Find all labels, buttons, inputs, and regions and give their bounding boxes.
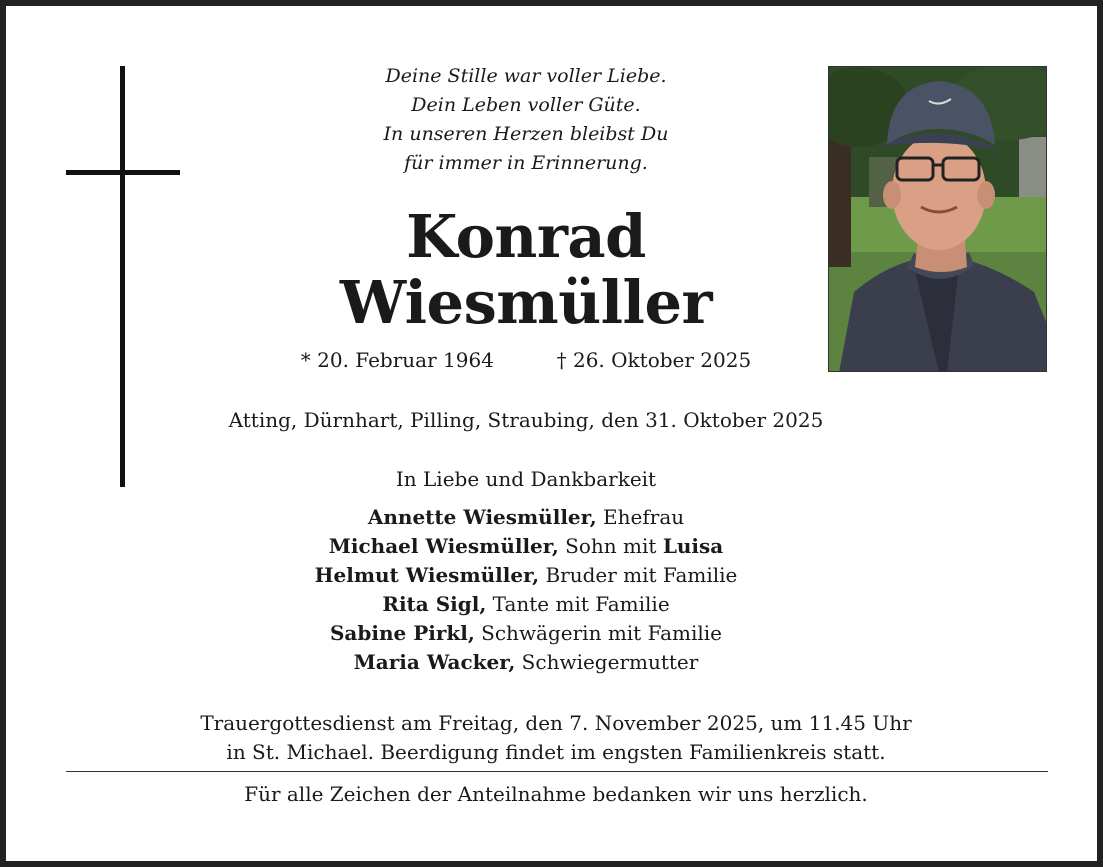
mourner-row	[176, 590, 876, 619]
mourner-relation: Tante mit Familie	[486, 592, 670, 616]
mourner-name: Michael Wiesmüller,	[328, 534, 559, 558]
mourner-relation: Schwiegermutter	[515, 650, 699, 674]
mourner-relation: Ehefrau	[596, 505, 685, 529]
thanks-note: Für alle Zeichen der Anteilnahme bedanken wir uns herzlich.	[244, 782, 868, 806]
poem-line: für immer in Erinnerung.	[404, 152, 648, 174]
service-line: Trauergottesdienst am Freitag, den 7. November 2025, um 11.45 Uhr	[200, 711, 912, 735]
poem-line: Deine Stille war voller Liebe.	[385, 65, 667, 87]
poem-line: In unseren Herzen bleibst Du	[383, 123, 669, 145]
poem-line: Dein Leben voller Güte.	[411, 94, 641, 116]
mourner-partner-name: Luisa	[662, 534, 724, 558]
mourner-name: Sabine Pirkl,	[329, 621, 475, 645]
mourner-name: Rita Sigl,	[382, 592, 487, 616]
life-dates	[266, 346, 786, 374]
mourner-row	[176, 503, 876, 532]
mourner-name: Maria Wacker,	[353, 650, 516, 674]
mourner-relation: Bruder mit Familie	[539, 563, 738, 587]
cross-horizontal-bar	[66, 170, 180, 175]
death-date: † 26. Oktober 2025	[556, 348, 752, 372]
funeral-service-info	[96, 709, 1016, 767]
service-line: in St. Michael. Beerdigung findet im engsten Familienkreis statt.	[226, 740, 886, 764]
mourner-name: Helmut Wiesmüller,	[314, 563, 540, 587]
deceased-first-name: Konrad	[406, 202, 646, 271]
mourners-intro: In Liebe und Dankbarkeit	[395, 467, 657, 491]
mourner-row	[176, 561, 876, 590]
mourner-relation: Sohn mit	[558, 534, 663, 558]
portrait-photo	[828, 66, 1047, 372]
memorial-poem	[286, 62, 766, 178]
deceased-last-name: Wiesmüller	[339, 268, 713, 337]
mourner-row	[176, 532, 876, 561]
mourner-relation: Schwägerin mit Familie	[474, 621, 723, 645]
place-and-date: Atting, Dürnhart, Pilling, Straubing, den 31. Oktober 2025	[228, 408, 824, 432]
mourner-name: Annette Wiesmüller,	[367, 505, 597, 529]
divider-line	[66, 771, 1048, 772]
mourner-row	[176, 619, 876, 648]
birth-date: * 20. Februar 1964	[300, 348, 494, 372]
mourners-list	[176, 503, 876, 677]
deceased-name	[286, 204, 766, 336]
mourner-row	[176, 648, 876, 677]
